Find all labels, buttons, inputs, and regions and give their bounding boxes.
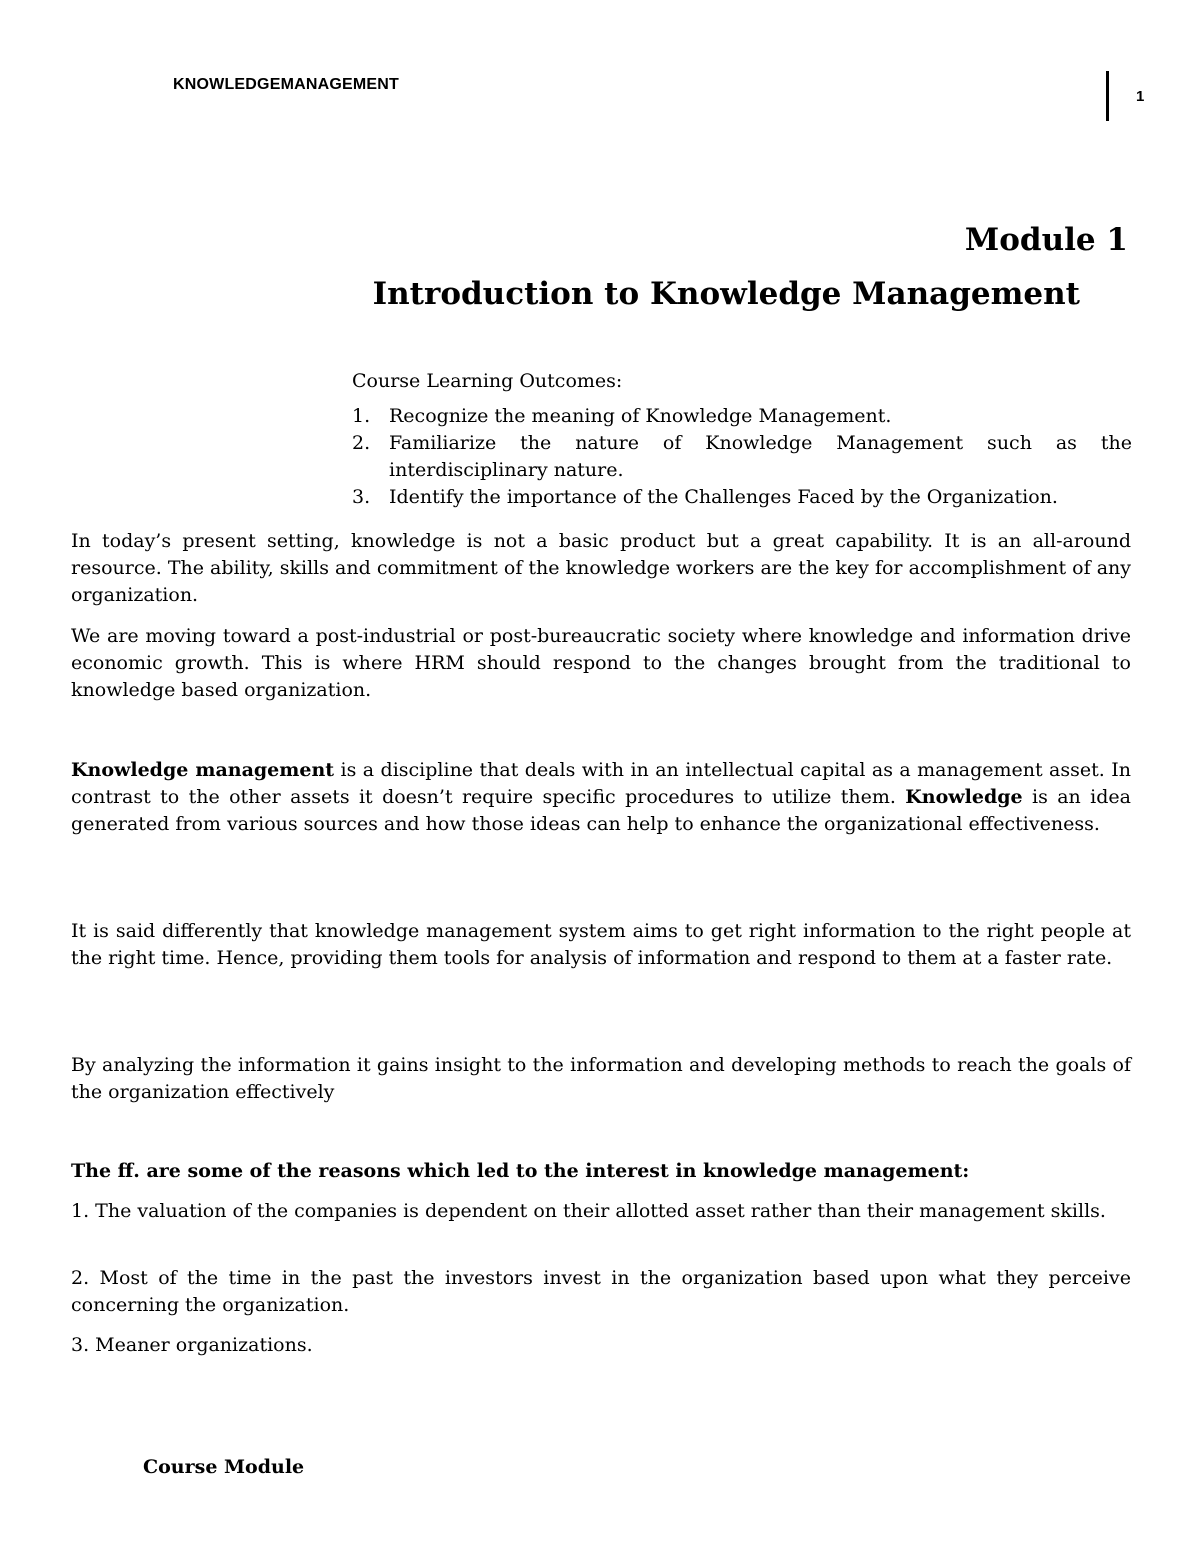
paragraph-text: We are moving toward a post-industrial or post-bureaucratic society where knowledge and information drive economic growth. This is where HRM should respond to the changes brought from the traditional to knowledge based organization. [71, 625, 1131, 701]
term-knowledge: Knowledge [905, 786, 1023, 808]
reason-item: 1. The valuation of the companies is dependent on their allotted asset rather than their management skills. [71, 1200, 1106, 1222]
module-number: Module 1 [964, 222, 1128, 258]
paragraph-intro [71, 528, 1131, 609]
module-title: Introduction to Knowledge Management [372, 276, 1080, 312]
paragraph-definition [71, 757, 1131, 838]
outcome-item [352, 484, 1132, 511]
term-knowledge-management: Knowledge management [71, 759, 335, 781]
paragraph-text: In today’s present setting, knowledge is not a basic product but a great capability. It is an all-around resource. The ability, skills and commitment of the knowledge workers are the key for accomplishment of any organization. [71, 530, 1131, 606]
reason-item: 3. Meaner organizations. [71, 1334, 313, 1356]
outcome-text: Identify the importance of the Challenges Faced by the Organization. [389, 486, 1058, 508]
outcome-item [352, 430, 1132, 484]
footer-label: Course Module [143, 1456, 305, 1478]
outcomes-lead: Course Learning Outcomes: [352, 370, 623, 392]
outcomes-list [352, 403, 1132, 511]
reason-item: 2. Most of the time in the past the investors invest in the organization based upon what they perceive concerning the organization. [71, 1267, 1131, 1316]
reasons-heading: The ff. are some of the reasons which led to the interest in knowledge management: [71, 1160, 970, 1182]
outcome-text: Familiarize the nature of Knowledge Management such as the interdisciplinary nature. [389, 432, 1132, 481]
paragraph-text: By analyzing the information it gains insight to the information and developing methods to reach the goals of the organization effectively [71, 1054, 1131, 1103]
definition-text: is a discipline that deals with in an intellectual capital as a management asset. In contrast to the other assets it doesn’t require specific procedures to utilize them. [71, 759, 1131, 808]
outcome-number: 3. [352, 486, 371, 508]
outcome-number: 1. [352, 405, 371, 427]
learning-outcomes [352, 368, 1132, 511]
paragraph-society [71, 623, 1131, 704]
page-number: 1 [1136, 88, 1145, 105]
definition-text: is an idea generated from various sources and how those ideas can help to enhance the organizational effectiveness. [71, 786, 1131, 835]
header-title: KNOWLEDGEMANAGEMENT [173, 76, 400, 93]
paragraph-text [71, 757, 1131, 838]
outcome-text: Recognize the meaning of Knowledge Management. [389, 405, 892, 427]
header-divider [1106, 71, 1109, 121]
outcome-number: 2. [352, 432, 371, 454]
paragraph-text: It is said differently that knowledge management system aims to get right information to the right people at the right time. Hence, providing them tools for analysis of information and respond to them at a faster rate. [71, 920, 1131, 969]
outcome-item [352, 403, 1132, 430]
paragraph-analysis [71, 1052, 1131, 1106]
paragraph-system-aims [71, 918, 1131, 972]
